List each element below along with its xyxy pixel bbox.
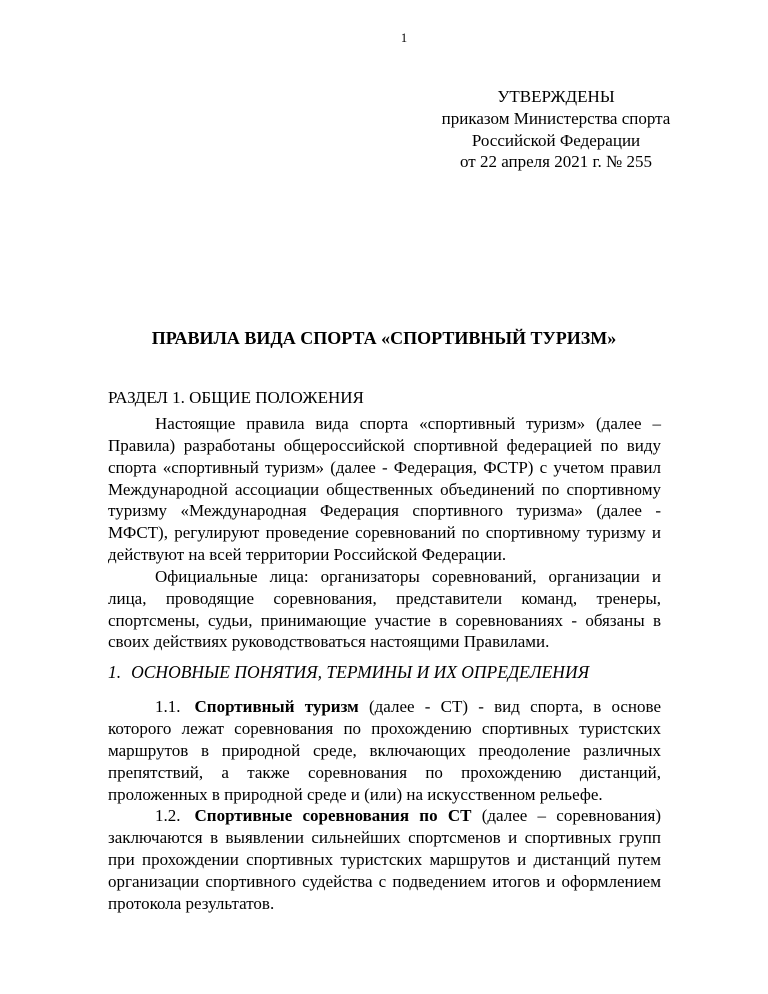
- subsection-title: ОСНОВНЫЕ ПОНЯТИЯ, ТЕРМИНЫ И ИХ ОПРЕДЕЛЕНИЯ: [131, 662, 590, 683]
- document-body: [108, 413, 661, 915]
- paragraph-officials: Официальные лица: организаторы соревнований, организации и лица, проводящие соревнования, представители команд, тренеры, спортсмены, судьи, принимающие участие в соревнованиях - обязаны в своих действиях руководствоваться настоящими Правилами.: [108, 566, 661, 652]
- page-number: 1: [400, 31, 408, 45]
- clause-term: Спортивный туризм: [194, 697, 359, 717]
- clause-number: 1.1.: [155, 697, 181, 717]
- approval-block: [428, 86, 684, 173]
- approval-line: УТВЕРЖДЕНЫ: [497, 87, 615, 106]
- approval-line: приказом Министерства спорта: [441, 108, 671, 128]
- document-title: ПРАВИЛА ВИДА СПОРТА «СПОРТИВНЫЙ ТУРИЗМ»: [151, 328, 617, 348]
- clause-text: (далее – соревнования) заключаются в выявлении сильнейших спортсменов и спортивных групп при прохождении спортивных туристских маршрутов и дистанций путем организации спортивного судейства с подведением итогов и оформлением протокола результатов.: [108, 806, 662, 913]
- clause-1-2: [108, 805, 661, 914]
- approval-line: от 22 апреля 2021 г. № 255: [460, 152, 652, 172]
- approval-line: Российской Федерации: [471, 130, 641, 150]
- clause-text: (далее - СТ) - вид спорта, в основе которого лежат соревнования по прохождению спортивных туристских маршрутов в природной среде, включающих преодоление различных препятствий, а также соревнования по прохождению дистанций, проложенных в природной среде и (или) на искусственном рельефе.: [108, 697, 661, 804]
- subsection-number: 1.: [108, 662, 122, 683]
- subsection-1-heading: [108, 662, 661, 684]
- section-1-heading: РАЗДЕЛ 1. ОБЩИЕ ПОЛОЖЕНИЯ: [108, 388, 364, 407]
- clause-term: Спортивные соревнования по СТ: [194, 806, 472, 826]
- clause-number: 1.2.: [155, 806, 181, 826]
- paragraph-intro: Настоящие правила вида спорта «спортивный туризм» (далее – Правила) разработаны общероссийской спортивной федерацией по виду спорта «спортивный туризм» (далее - Федерация, ФСТР) с учетом правил Международной ассоциации общественных объединений по спортивному туризму «Международная Федерация спортивного туризма» (далее - МФСТ), регулируют проведение соревнований по спортивному туризму и действуют на всей территории Российской Федерации.: [108, 414, 661, 565]
- clause-1-1: [108, 696, 661, 805]
